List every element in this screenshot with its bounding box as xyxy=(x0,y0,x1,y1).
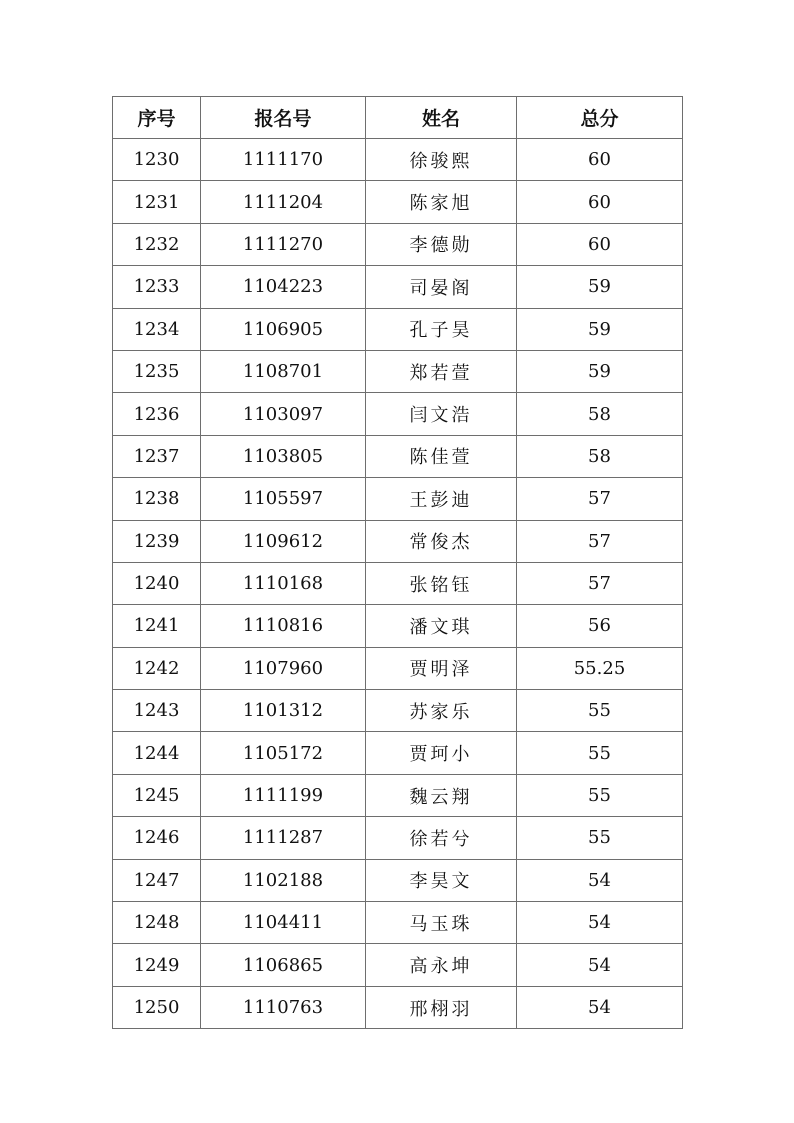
reg-no-cell: 1110816 xyxy=(201,605,366,647)
seq-cell: 1238 xyxy=(113,478,201,520)
seq-cell: 1248 xyxy=(113,902,201,944)
score-cell: 56 xyxy=(517,605,683,647)
score-cell: 55 xyxy=(517,690,683,732)
name-cell: 王彭迪 xyxy=(366,478,517,520)
score-cell: 60 xyxy=(517,223,683,265)
seq-cell: 1249 xyxy=(113,944,201,986)
name-cell: 贾珂小 xyxy=(366,732,517,774)
table-row xyxy=(113,690,683,732)
name-cell: 常俊杰 xyxy=(366,520,517,562)
reg-no-cell: 1108701 xyxy=(201,350,366,392)
score-table xyxy=(112,96,683,1029)
name-cell: 闫文浩 xyxy=(366,393,517,435)
name-cell: 魏云翔 xyxy=(366,774,517,816)
reg-no-cell: 1110763 xyxy=(201,986,366,1028)
name-cell: 徐若兮 xyxy=(366,817,517,859)
reg-no-cell: 1106905 xyxy=(201,308,366,350)
name-cell: 马玉珠 xyxy=(366,902,517,944)
name-cell: 陈佳萱 xyxy=(366,435,517,477)
reg-no-cell: 1105597 xyxy=(201,478,366,520)
name-cell: 张铭钰 xyxy=(366,562,517,604)
name-cell: 李昊文 xyxy=(366,859,517,901)
table-row xyxy=(113,478,683,520)
reg-no-cell: 1103805 xyxy=(201,435,366,477)
table-row xyxy=(113,520,683,562)
reg-no-cell: 1111270 xyxy=(201,223,366,265)
score-cell: 55 xyxy=(517,774,683,816)
score-cell: 59 xyxy=(517,308,683,350)
score-cell: 55 xyxy=(517,732,683,774)
table-row xyxy=(113,223,683,265)
score-cell: 57 xyxy=(517,562,683,604)
table-row xyxy=(113,350,683,392)
seq-cell: 1232 xyxy=(113,223,201,265)
seq-cell: 1233 xyxy=(113,266,201,308)
header-seq: 序号 xyxy=(113,97,201,139)
table-row xyxy=(113,859,683,901)
seq-cell: 1242 xyxy=(113,647,201,689)
score-cell: 57 xyxy=(517,520,683,562)
reg-no-cell: 1104411 xyxy=(201,902,366,944)
header-reg-no: 报名号 xyxy=(201,97,366,139)
name-cell: 潘文琪 xyxy=(366,605,517,647)
reg-no-cell: 1111287 xyxy=(201,817,366,859)
seq-cell: 1250 xyxy=(113,986,201,1028)
table-row xyxy=(113,562,683,604)
score-cell: 54 xyxy=(517,902,683,944)
name-cell: 孔子昊 xyxy=(366,308,517,350)
table-row xyxy=(113,732,683,774)
table-row xyxy=(113,647,683,689)
seq-cell: 1230 xyxy=(113,139,201,181)
score-cell: 55 xyxy=(517,817,683,859)
reg-no-cell: 1111204 xyxy=(201,181,366,223)
table-row xyxy=(113,181,683,223)
seq-cell: 1246 xyxy=(113,817,201,859)
table-row xyxy=(113,944,683,986)
reg-no-cell: 1105172 xyxy=(201,732,366,774)
seq-cell: 1244 xyxy=(113,732,201,774)
score-cell: 59 xyxy=(517,266,683,308)
name-cell: 陈家旭 xyxy=(366,181,517,223)
score-cell: 58 xyxy=(517,435,683,477)
table-row xyxy=(113,435,683,477)
header-score: 总分 xyxy=(517,97,683,139)
seq-cell: 1240 xyxy=(113,562,201,604)
table-row xyxy=(113,986,683,1028)
reg-no-cell: 1101312 xyxy=(201,690,366,732)
seq-cell: 1236 xyxy=(113,393,201,435)
name-cell: 司晏阁 xyxy=(366,266,517,308)
reg-no-cell: 1111199 xyxy=(201,774,366,816)
score-cell: 54 xyxy=(517,944,683,986)
table-row xyxy=(113,817,683,859)
reg-no-cell: 1103097 xyxy=(201,393,366,435)
table-row xyxy=(113,308,683,350)
score-cell: 55.25 xyxy=(517,647,683,689)
reg-no-cell: 1102188 xyxy=(201,859,366,901)
reg-no-cell: 1109612 xyxy=(201,520,366,562)
header-name: 姓名 xyxy=(366,97,517,139)
seq-cell: 1247 xyxy=(113,859,201,901)
score-cell: 60 xyxy=(517,139,683,181)
name-cell: 苏家乐 xyxy=(366,690,517,732)
table-header-row xyxy=(113,97,683,139)
table-row xyxy=(113,902,683,944)
score-cell: 57 xyxy=(517,478,683,520)
score-cell: 54 xyxy=(517,859,683,901)
score-cell: 58 xyxy=(517,393,683,435)
score-cell: 59 xyxy=(517,350,683,392)
seq-cell: 1237 xyxy=(113,435,201,477)
name-cell: 贾明泽 xyxy=(366,647,517,689)
reg-no-cell: 1107960 xyxy=(201,647,366,689)
table-row xyxy=(113,605,683,647)
table-row xyxy=(113,774,683,816)
name-cell: 高永坤 xyxy=(366,944,517,986)
name-cell: 邢栩羽 xyxy=(366,986,517,1028)
seq-cell: 1243 xyxy=(113,690,201,732)
table-row xyxy=(113,139,683,181)
name-cell: 徐骏熙 xyxy=(366,139,517,181)
reg-no-cell: 1111170 xyxy=(201,139,366,181)
seq-cell: 1239 xyxy=(113,520,201,562)
score-cell: 60 xyxy=(517,181,683,223)
name-cell: 李德勋 xyxy=(366,223,517,265)
seq-cell: 1245 xyxy=(113,774,201,816)
reg-no-cell: 1110168 xyxy=(201,562,366,604)
seq-cell: 1241 xyxy=(113,605,201,647)
score-cell: 54 xyxy=(517,986,683,1028)
reg-no-cell: 1106865 xyxy=(201,944,366,986)
table-row xyxy=(113,266,683,308)
name-cell: 郑若萱 xyxy=(366,350,517,392)
seq-cell: 1235 xyxy=(113,350,201,392)
seq-cell: 1234 xyxy=(113,308,201,350)
seq-cell: 1231 xyxy=(113,181,201,223)
table-row xyxy=(113,393,683,435)
reg-no-cell: 1104223 xyxy=(201,266,366,308)
